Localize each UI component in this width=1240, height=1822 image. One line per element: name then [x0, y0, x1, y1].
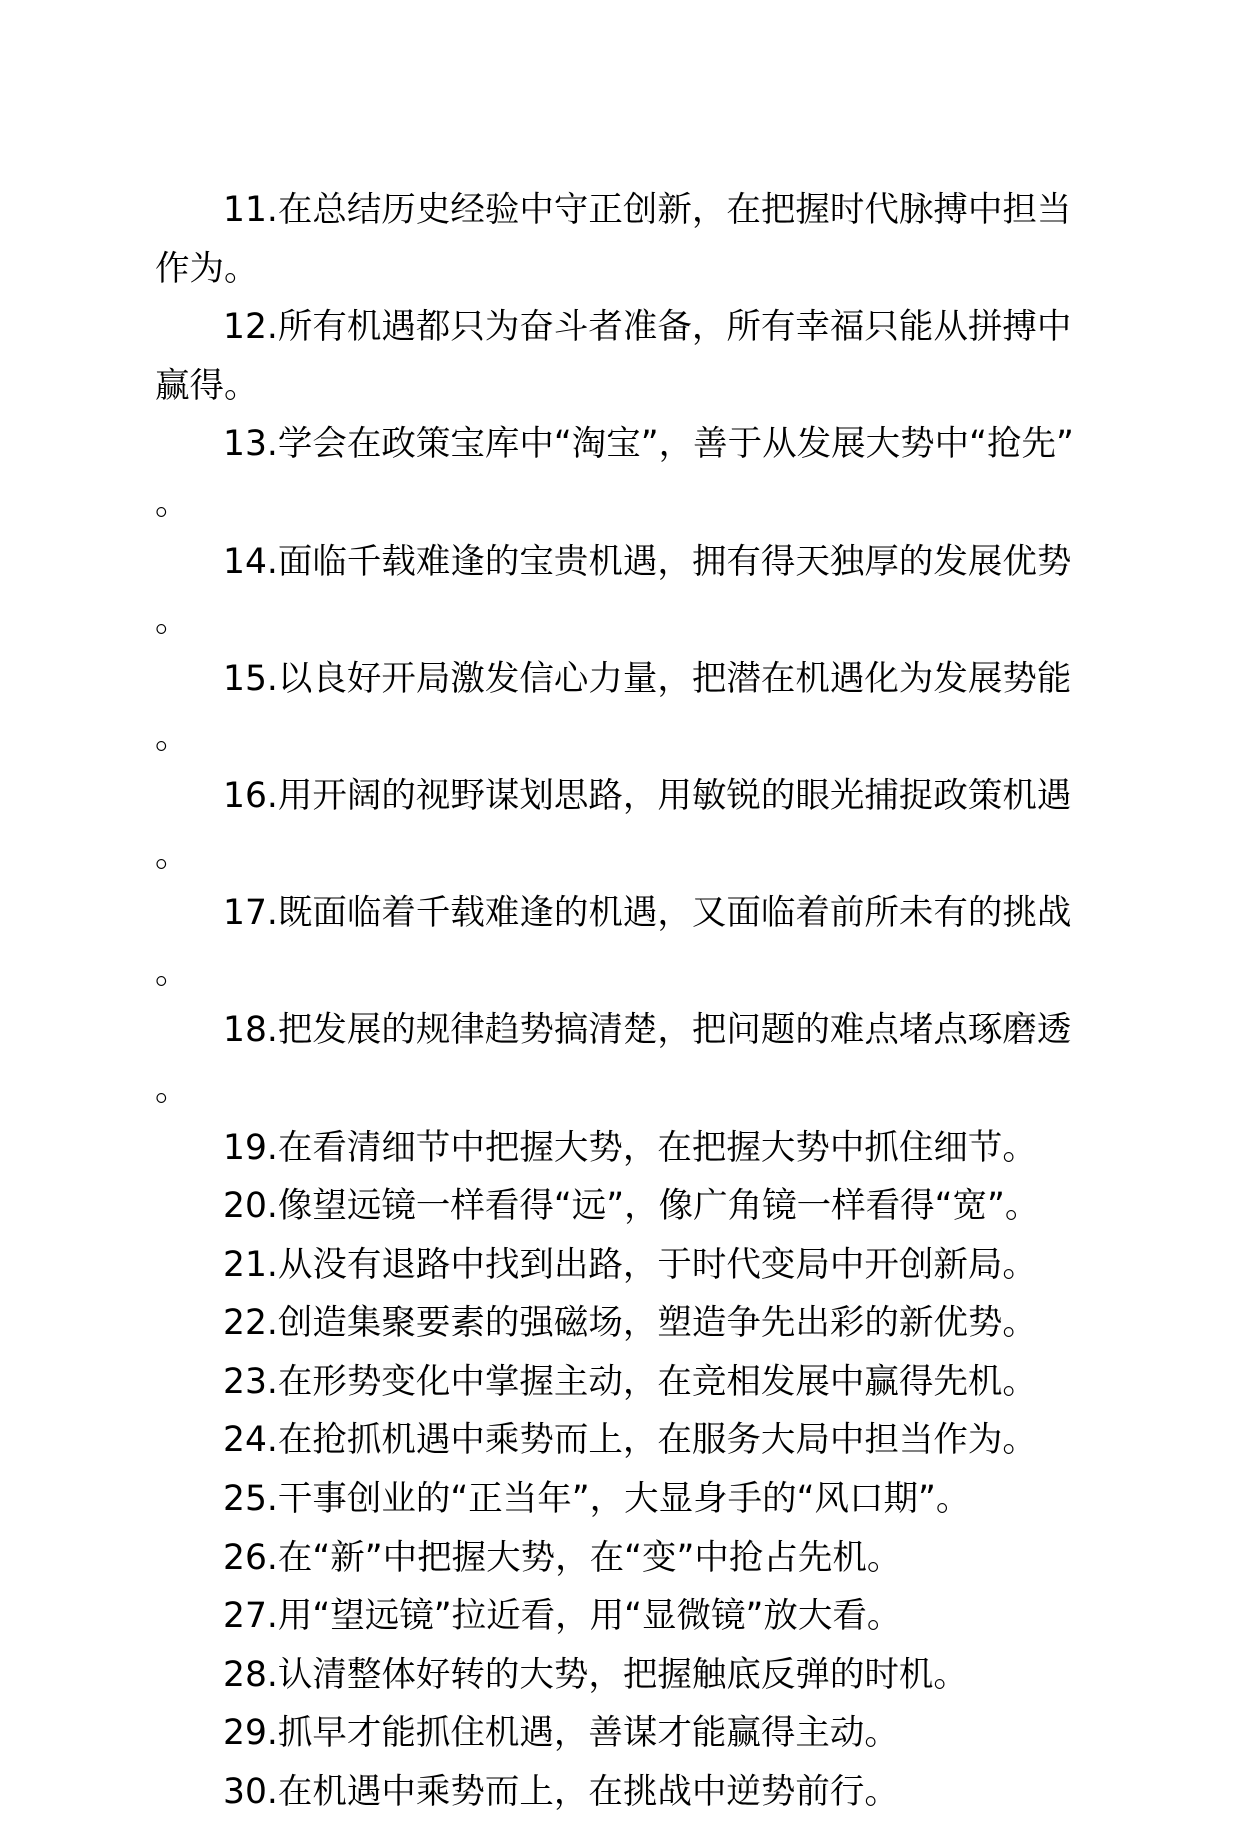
list-item: 12.所有机遇都只为奋斗者准备，所有幸福只能从拼搏中赢得。: [155, 307, 1072, 406]
list-item: 13.学会在政策宝库中“淘宝”，善于从发展大势中“抢先”。: [155, 424, 1074, 523]
list-item: 21.从没有退路中找到出路，于时代变局中开创新局。: [223, 1244, 1037, 1285]
list-item: 19.在看清细节中把握大势，在把握大势中抓住细节。: [223, 1127, 1037, 1168]
list-item: 20.像望远镜一样看得“远”，像广角镜一样看得“宽”。: [223, 1186, 1040, 1227]
list-item: 29.抓早才能抓住机遇，善谋才能赢得主动。: [223, 1713, 899, 1754]
list-item: 30.在机遇中乘势而上，在挑战中逆势前行。: [223, 1772, 899, 1813]
list-item: 26.在“新”中把握大势，在“变”中抢占先机。: [223, 1537, 902, 1578]
list-item: 24.在抢抓机遇中乘势而上，在服务大局中担当作为。: [223, 1420, 1037, 1461]
list-item: 25.干事创业的“正当年”，大显身手的“风口期”。: [223, 1479, 971, 1520]
list-item: 11.在总结历史经验中守正创新，在把握时代脉搏中担当作为。: [155, 190, 1072, 289]
list-item: 15.以良好开局激发信心力量，把潜在机遇化为发展势能。: [155, 658, 1072, 758]
list-item: 17.既面临着千载难逢的机遇，又面临着前所未有的挑战。: [155, 893, 1072, 992]
list-item: 16.用开阔的视野谋划思路，用敏锐的眼光捕捉政策机遇。: [155, 775, 1072, 875]
list-item: 28.认清整体好转的大势，把握触底反弹的时机。: [223, 1654, 968, 1695]
list-item: 27.用“望远镜”拉近看，用“显微镜”放大看。: [223, 1596, 902, 1637]
list-item: 23.在形势变化中掌握主动，在竞相发展中赢得先机。: [223, 1361, 1037, 1402]
list-item: 22.创造集聚要素的强磁场，塑造争先出彩的新优势。: [223, 1303, 1037, 1344]
list-item: 18.把发展的规律趋势搞清楚，把问题的难点堵点琢磨透。: [155, 1010, 1072, 1109]
document-body: [155, 181, 1085, 1822]
list-item: 14.面临千载难逢的宝贵机遇，拥有得天独厚的发展优势。: [155, 541, 1072, 641]
